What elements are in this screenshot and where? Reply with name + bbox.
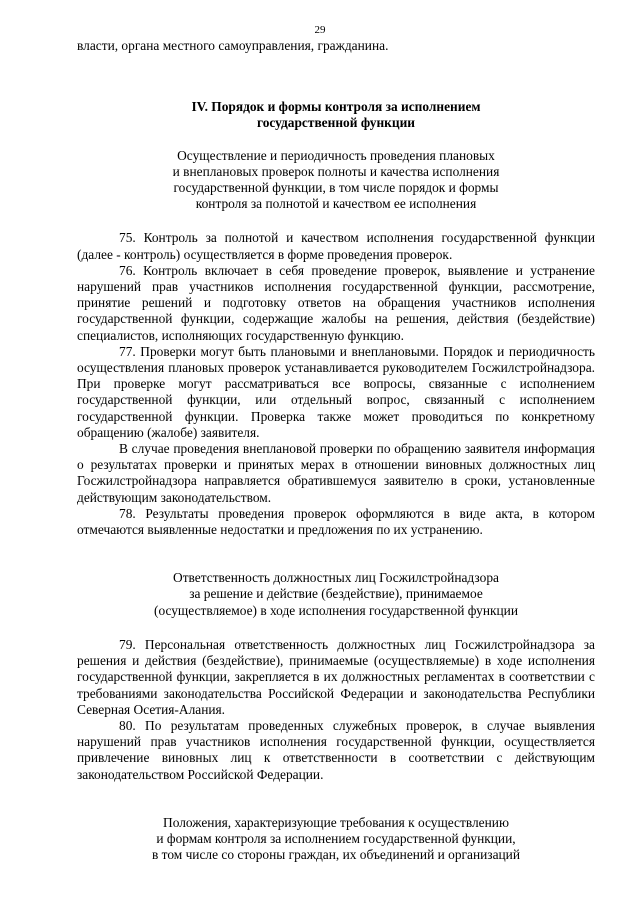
paragraph-79: 79. Персональная ответственность должностных лиц Госжилстройнадзора за решения и действия (бездействие), принимаемые (осуществляемые) в ходе исполнения государственной функции, закрепляется в их должностных регламентах в соответствии с требованиями законодательства Российской Федерации и законодательства Республики Северная Осетия-Алания. <box>77 636 595 717</box>
subheading-line: контроля за полнотой и качеством ее исполнения <box>195 196 477 212</box>
section-heading-line: IV. Порядок и формы контроля за исполнением <box>191 99 481 115</box>
subheading-line: в том числе со стороны граждан, их объединений и организаций <box>151 847 521 863</box>
subheading-line: Ответственность должностных лиц Госжилстройнадзора <box>173 570 499 586</box>
paragraph-76: 76. Контроль включает в себя проведение проверок, выявление и устранение нарушений прав участников исполнения государственной функции, рассмотрение, принятие решений и подготовку ответов на обращения участников исполнения государственной функции, содержащие жалобы на решения, действия (бездействие) специалистов, исполняющих государственную функцию. <box>77 262 595 343</box>
page-number: 29 <box>314 24 326 36</box>
subheading-line: государственной функции, в том числе порядок и формы <box>173 180 499 196</box>
subheading-line: Положения, характеризующие требования к осуществлению <box>163 814 509 830</box>
paragraph-80: 80. По результатам проведенных служебных проверок, в случае выявления нарушений прав участников исполнения государственной функции, осуществляется привлечение виновных лиц к ответственности в соответствии с действующим законодательством Российской Федерации. <box>77 717 595 782</box>
continuation-text: власти, органа местного самоуправления, гражданина. <box>77 38 389 53</box>
subheading-line: за решение и действие (бездействие), принимаемое <box>189 586 483 602</box>
subheading-responsibility <box>77 570 595 619</box>
paragraph-77: 77. Проверки могут быть плановыми и внеплановыми. Порядок и периодичность осуществления плановых проверок устанавливается руководителем Госжилстройнадзора. При проверке могут рассматриваться все вопросы, связанные с исполнением государственной функции, или отдельный вопрос, связанный с исполнением государственной функции. Проверка также может проводиться по конкретному обращению (жалобе) заявителя. <box>77 343 595 440</box>
paragraph-77-continued: В случае проведения внеплановой проверки по обращению заявителя информация о результатах проверки и принятых мерах в отношении виновных должностных лиц Госжилстройнадзора направляется обратившемуся заявителю в сроки, установленные действующим законодательством. <box>77 441 595 505</box>
section-heading-line: государственной функции <box>256 115 416 131</box>
subheading-line: Осуществление и периодичность проведения плановых <box>177 147 495 163</box>
subheading-inspections <box>77 148 595 213</box>
subheading-line: (осуществляемое) в ходе исполнения государственной функции <box>153 602 519 618</box>
subheading-line: и внеплановых проверок полноты и качества исполнения <box>172 163 500 179</box>
subheading-line: и формам контроля за исполнением государственной функции, <box>156 830 516 846</box>
paragraph-75: 75. Контроль за полнотой и качеством исполнения государственной функции (далее - контроль) осуществляется в форме проведения проверок. <box>77 230 595 262</box>
page-content <box>77 38 595 863</box>
paragraph-78: 78. Результаты проведения проверок оформляются в виде акта, в котором отмечаются выявленные недостатки и предложения по их устранению. <box>77 505 595 538</box>
subheading-control-requirements <box>77 815 595 864</box>
section-heading <box>77 99 595 131</box>
